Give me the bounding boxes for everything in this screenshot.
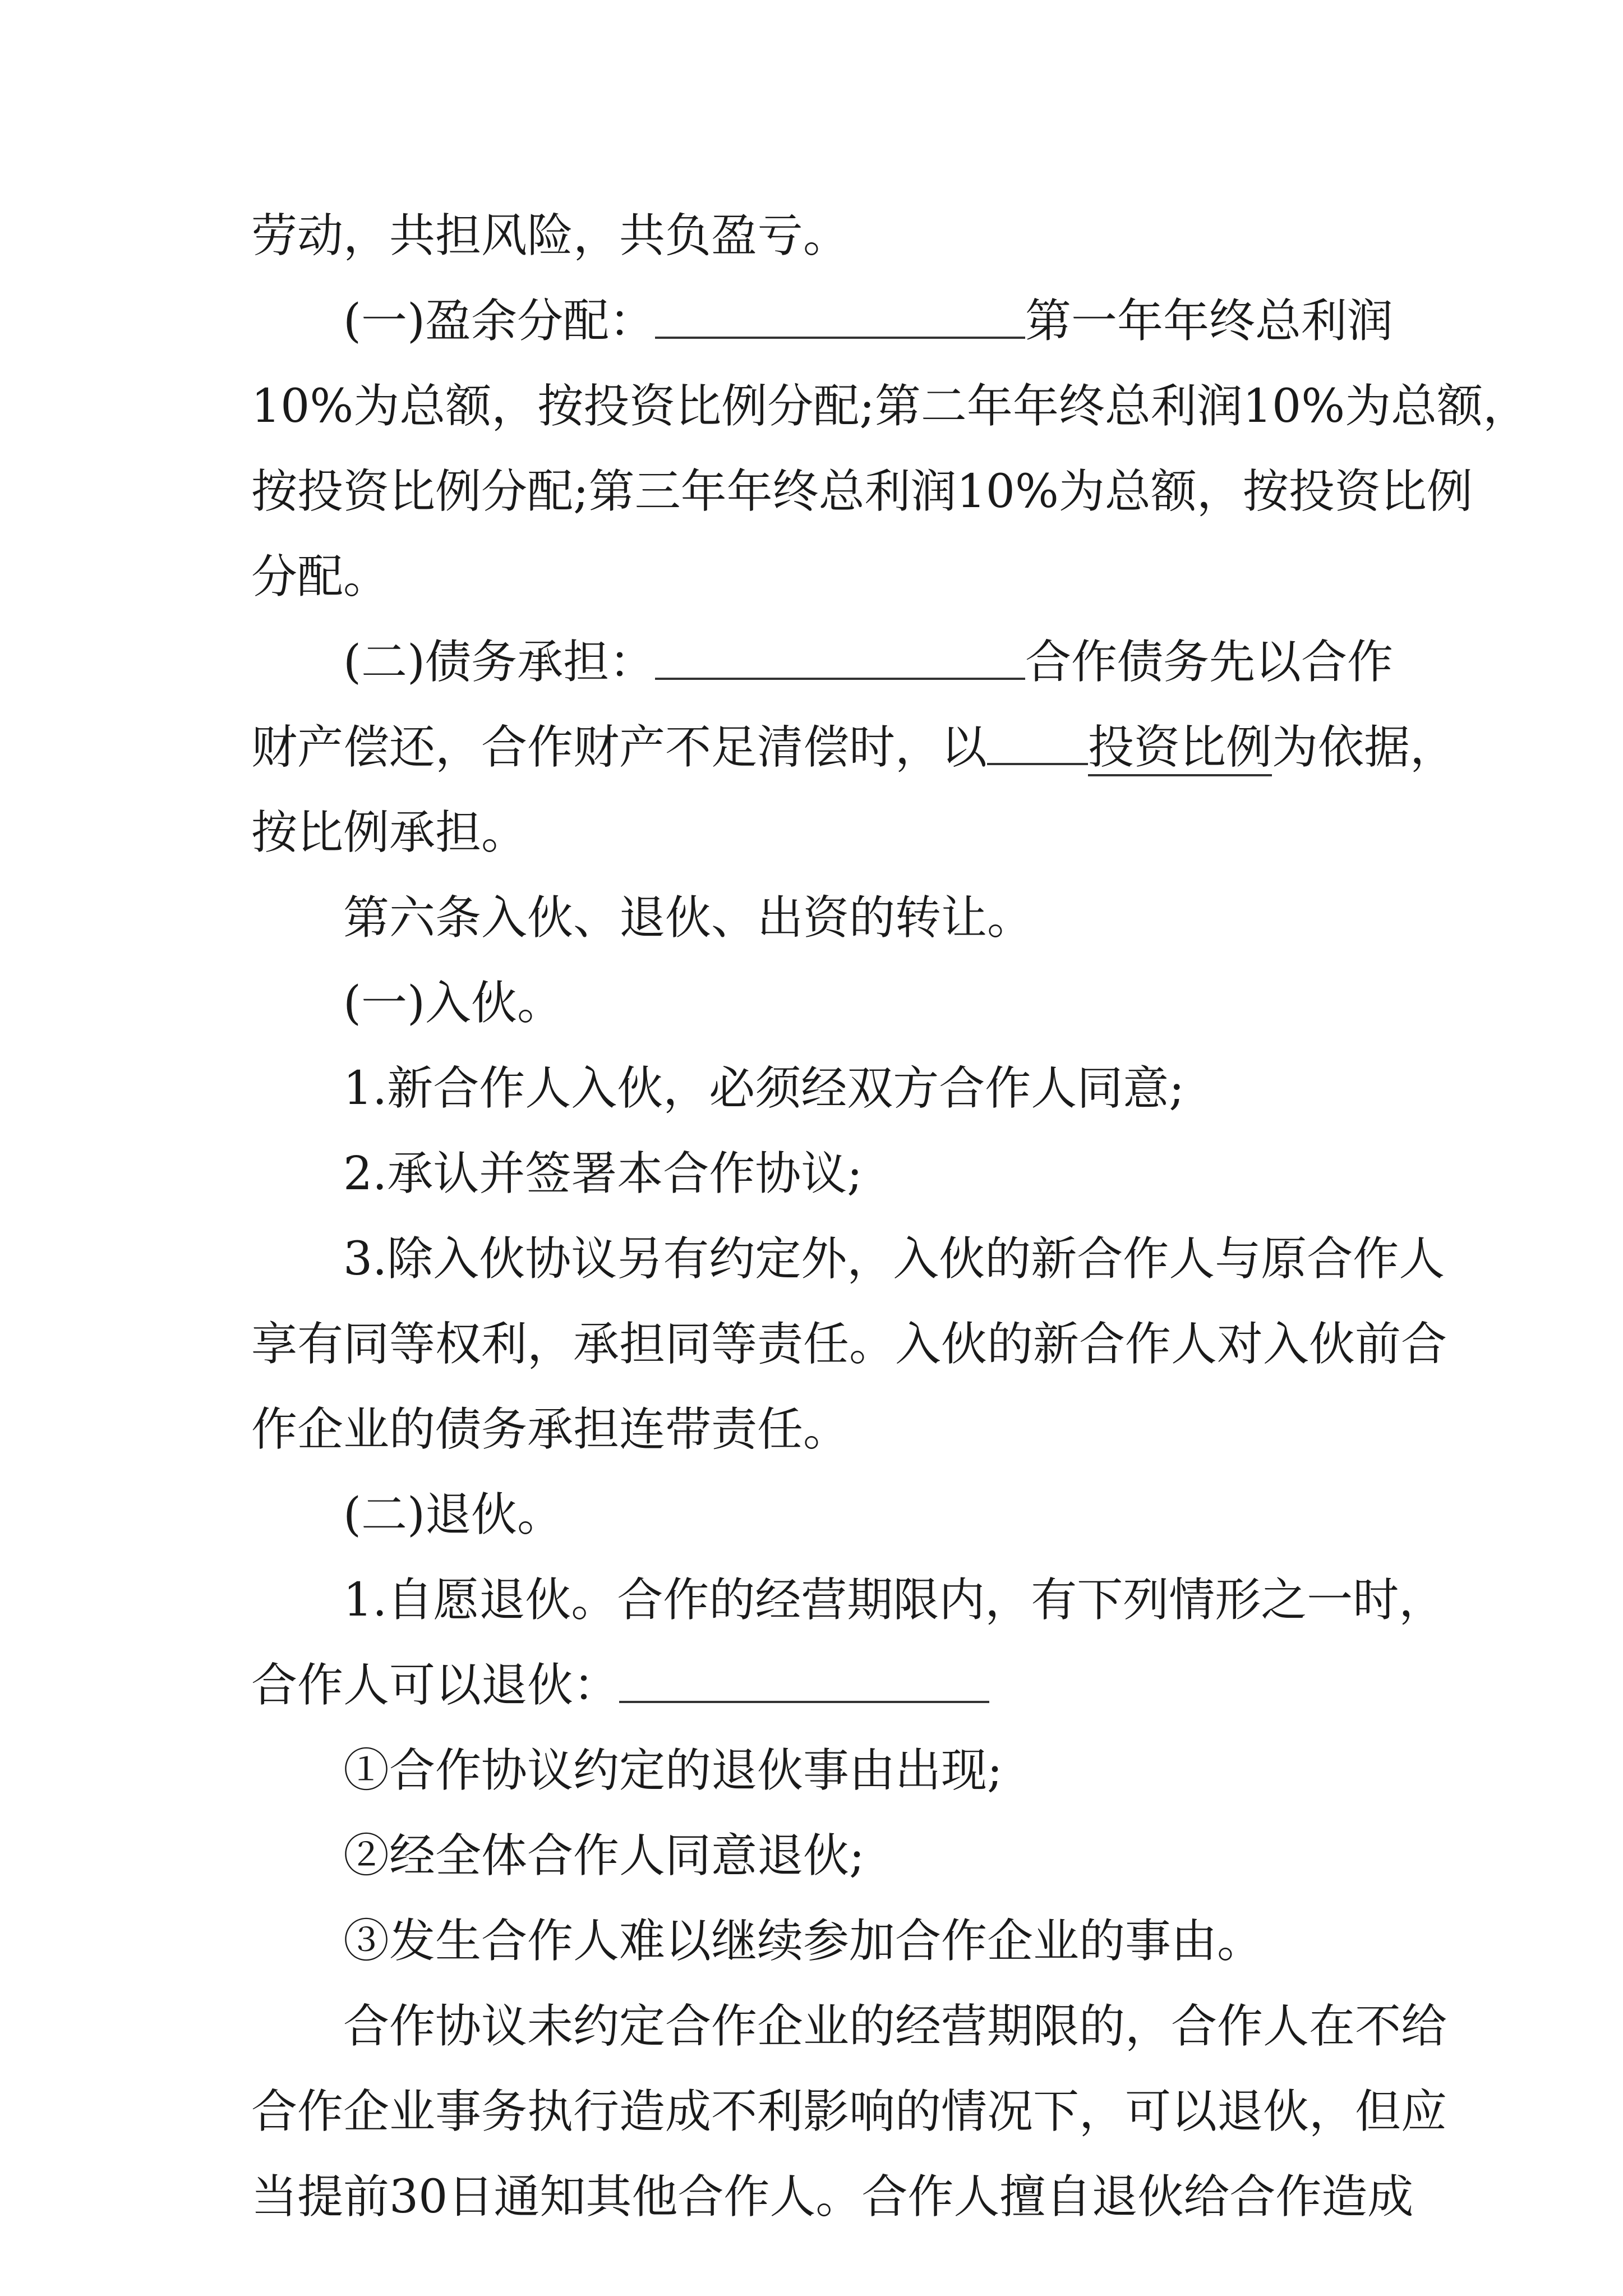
- fill-in-blank: [987, 721, 1088, 765]
- text-line: 3.除入伙协议另有约定外，入伙的新合作人与原合作人: [343, 1232, 1445, 1286]
- text-line: 作企业的债务承担连带责任。: [251, 1403, 850, 1456]
- underlined-text: 投资比例: [1088, 721, 1272, 776]
- text-line: 合作协议未约定合作企业的经营期限的，合作人在不给: [343, 2000, 1447, 2053]
- text-line: 10%为总额，按投资比例分配;第二年年终总利润10%为总额，: [251, 380, 1529, 433]
- text-line: 按投资比例分配;第三年年终总利润10%为总额，按投资比例: [251, 465, 1473, 518]
- text-line: 财产偿还，合作财产不足清偿时，以 投资比例为依据，: [251, 705, 1395, 790]
- text-line: ③发生合作人难以继续参加合作企业的事由。: [343, 1915, 1264, 1968]
- text-line: 1.自愿退伙。合作的经营期限内，有下列情形之一时，: [343, 1573, 1445, 1627]
- text-line: ①合作协议约定的退伙事由出现;: [343, 1744, 1003, 1797]
- text-line: 合作人可以退伙：: [251, 1643, 1395, 1728]
- text-line: 当提前30日通知其他合作人。合作人擅自退伙给合作造成: [251, 2170, 1414, 2224]
- text-line: (一)盈余分配： 第一年年终总利润: [343, 295, 1393, 348]
- text-line: 第六条入伙、退伙、出资的转让。: [343, 891, 1034, 945]
- fill-in-blank: [655, 636, 1025, 680]
- document-body: [251, 194, 1529, 2240]
- text-line: (一)入伙。: [343, 977, 563, 1030]
- fill-in-blank: [619, 1659, 989, 1703]
- text-line: 2.承认并签署本合作协议;: [343, 1147, 863, 1200]
- text-line: (二)债务承担： 合作债务先以合作: [343, 636, 1393, 689]
- text-line: 劳动，共担风险，共负盈亏。: [251, 209, 850, 263]
- text-line: 分配。: [251, 550, 390, 604]
- fill-in-blank: [655, 295, 1025, 339]
- text-line: 合作企业事务执行造成不利影响的情况下，可以退伙，但应: [251, 2085, 1447, 2138]
- text-line: 1.新合作人入伙，必须经双方合作人同意;: [343, 1062, 1184, 1115]
- text-line: (二)退伙。: [343, 1488, 563, 1542]
- text-line: 享有同等权利，承担同等责任。入伙的新合作人对入伙前合: [251, 1318, 1447, 1371]
- text-line: ②经全体合作人同意退伙;: [343, 1829, 865, 1883]
- text-line: 按比例承担。: [251, 806, 528, 859]
